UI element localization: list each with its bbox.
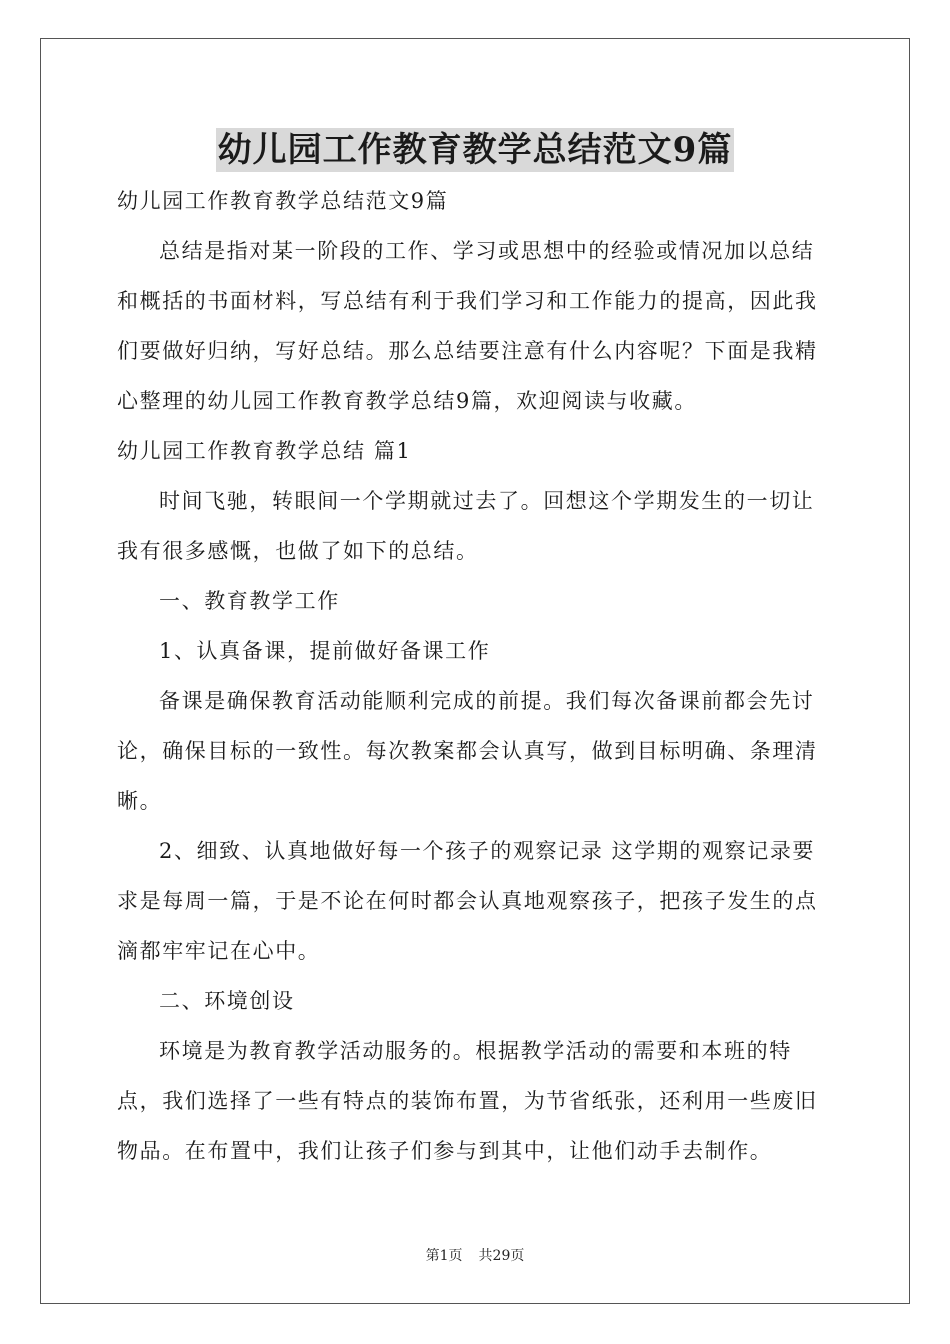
paragraph-intro: 总结是指对某一阶段的工作、学习或思想中的经验或情况加以总结和概括的书面材料，写总结有利于我们学习和工作能力的提高，因此我们要做好归纳，写好总结。那么总结要注意有什么内容呢？下面是我精心整理的幼儿园工作教育教学总结9篇，欢迎阅读与收藏。 (117, 239, 818, 413)
document-title: 幼儿园工作教育教学总结范文9篇 (217, 130, 733, 170)
heading-level1: 二、环境创设 (159, 989, 295, 1013)
section-heading: 幼儿园工作教育教学总结 篇1 (117, 439, 412, 463)
heading-level2: 1、认真备课，提前做好备课工作 (159, 639, 491, 663)
heading-level1: 一、教育教学工作 (159, 589, 340, 613)
paragraph: 环境是为教育教学活动服务的。根据教学活动的需要和本班的特点，我们选择了一些有特点的装饰布置，为节省纸张，还利用一些废旧物品。在布置中，我们让孩子们参与到其中，让他们动手去制作。 (117, 1039, 818, 1163)
title-container (0, 128, 950, 172)
paragraph-subtitle: 幼儿园工作教育教学总结范文9篇 (117, 189, 449, 213)
page-number-current: 第1页 (425, 1248, 463, 1264)
paragraph: 2、细致、认真地做好每一个孩子的观察记录 这学期的观察记录要求是每周一篇，于是不论在何时都会认真地观察孩子，把孩子发生的点滴都牢牢记在心中。 (117, 839, 818, 963)
page-number-total: 共29页 (478, 1248, 525, 1264)
paragraph: 备课是确保教育活动能顺利完成的前提。我们每次备课前都会先讨论，确保目标的一致性。每次教案都会认真写，做到目标明确、条理清晰。 (117, 689, 818, 813)
paragraph: 时间飞驰，转眼间一个学期就过去了。回想这个学期发生的一切让我有很多感慨，也做了如下的总结。 (117, 489, 815, 563)
page-footer (0, 1245, 950, 1265)
document-body (117, 176, 833, 1176)
